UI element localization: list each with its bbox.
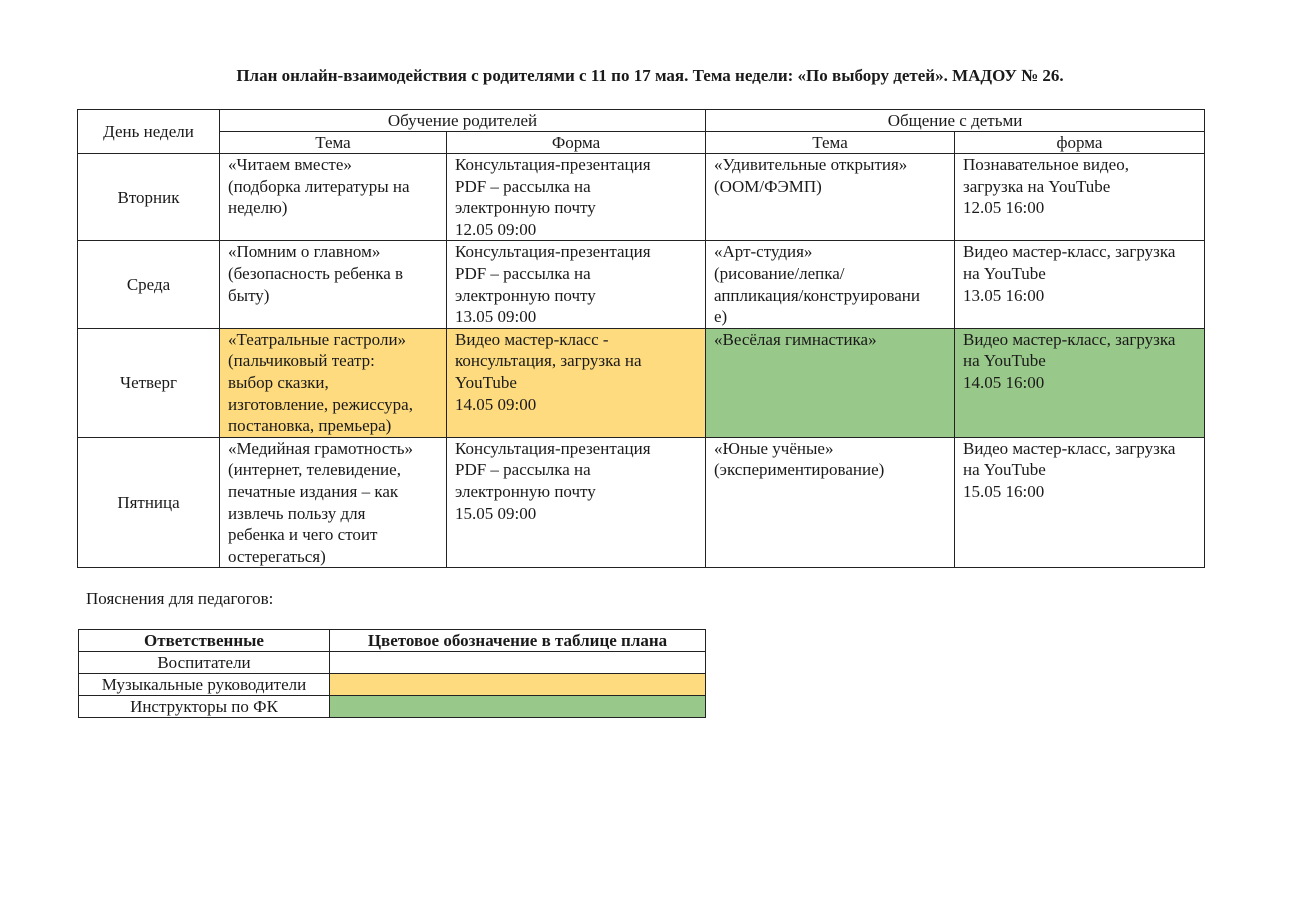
- legend-row: [79, 696, 706, 718]
- day-cell: Вторник: [78, 154, 220, 241]
- document-title: План онлайн-взаимодействия с родителями с 11 по 17 мая. Тема недели: «По выбору детей». МАДОУ № 26.: [236, 66, 1064, 85]
- children-form-cell: Видео мастер-класс, загрузка на YouTube 13.05 16:00: [955, 241, 1205, 328]
- parents-form-cell: Консультация-презентация PDF – рассылка на электронную почту 13.05 09:00: [447, 241, 706, 328]
- color-swatch: [330, 674, 706, 696]
- parents-topic-header: Тема: [220, 132, 447, 154]
- children-topic-cell: «Весёлая гимнастика»: [706, 328, 955, 437]
- color-swatch: [330, 696, 706, 718]
- children-topic-header: Тема: [706, 132, 955, 154]
- color-code-header: Цветовое обозначение в таблице плана: [330, 630, 706, 652]
- parents-topic-cell: «Помним о главном» (безопасность ребенка в быту): [220, 241, 447, 328]
- parents-topic-cell: «Читаем вместе» (подборка литературы на неделю): [220, 154, 447, 241]
- header-row-groups: [78, 110, 1205, 132]
- legend-header-row: [79, 630, 706, 652]
- parents-topic-cell: «Медийная грамотность» (интернет, телевидение, печатные издания – как извлечь пользу для ребенка и чего стоит остерегаться): [220, 437, 447, 568]
- parents-topic-cell: «Театральные гастроли» (пальчиковый театр: выбор сказки, изготовление, режиссура, постановка, премьера): [220, 328, 447, 437]
- table-row: [78, 328, 1205, 437]
- children-form-cell: Видео мастер-класс, загрузка на YouTube 14.05 16:00: [955, 328, 1205, 437]
- children-topic-cell: «Юные учёные» (экспериментирование): [706, 437, 955, 568]
- parents-training-header: Обучение родителей: [220, 110, 706, 132]
- day-of-week-header: День недели: [78, 110, 220, 154]
- children-communication-header: Общение с детьми: [706, 110, 1205, 132]
- legend-row: [79, 652, 706, 674]
- children-form-cell: Видео мастер-класс, загрузка на YouTube 15.05 16:00: [955, 437, 1205, 568]
- color-swatch: [330, 652, 706, 674]
- table-row: [78, 241, 1205, 328]
- day-cell: Среда: [78, 241, 220, 328]
- children-topic-cell: «Удивительные открытия» (ООМ/ФЭМП): [706, 154, 955, 241]
- header-row-subcolumns: [78, 132, 1205, 154]
- weekly-plan-table: [77, 109, 1205, 568]
- children-topic-cell: «Арт-студия» (рисование/лепка/ аппликация/конструировани е): [706, 241, 955, 328]
- responsible-header: Ответственные: [79, 630, 330, 652]
- parents-form-cell: Консультация-презентация PDF – рассылка на электронную почту 15.05 09:00: [447, 437, 706, 568]
- parents-form-header: Форма: [447, 132, 706, 154]
- notes-label: Пояснения для педагогов:: [86, 589, 274, 608]
- day-cell: Пятница: [78, 437, 220, 568]
- legend-row: [79, 674, 706, 696]
- children-form-header: форма: [955, 132, 1205, 154]
- parents-form-cell: Видео мастер-класс - консультация, загрузка на YouTube 14.05 09:00: [447, 328, 706, 437]
- day-cell: Четверг: [78, 328, 220, 437]
- table-row: [78, 154, 1205, 241]
- responsible-cell: Воспитатели: [79, 652, 330, 674]
- color-legend-table: [78, 629, 706, 718]
- responsible-cell: Инструкторы по ФК: [79, 696, 330, 718]
- responsible-cell: Музыкальные руководители: [79, 674, 330, 696]
- parents-form-cell: Консультация-презентация PDF – рассылка на электронную почту 12.05 09:00: [447, 154, 706, 241]
- children-form-cell: Познавательное видео, загрузка на YouTube 12.05 16:00: [955, 154, 1205, 241]
- table-row: [78, 437, 1205, 568]
